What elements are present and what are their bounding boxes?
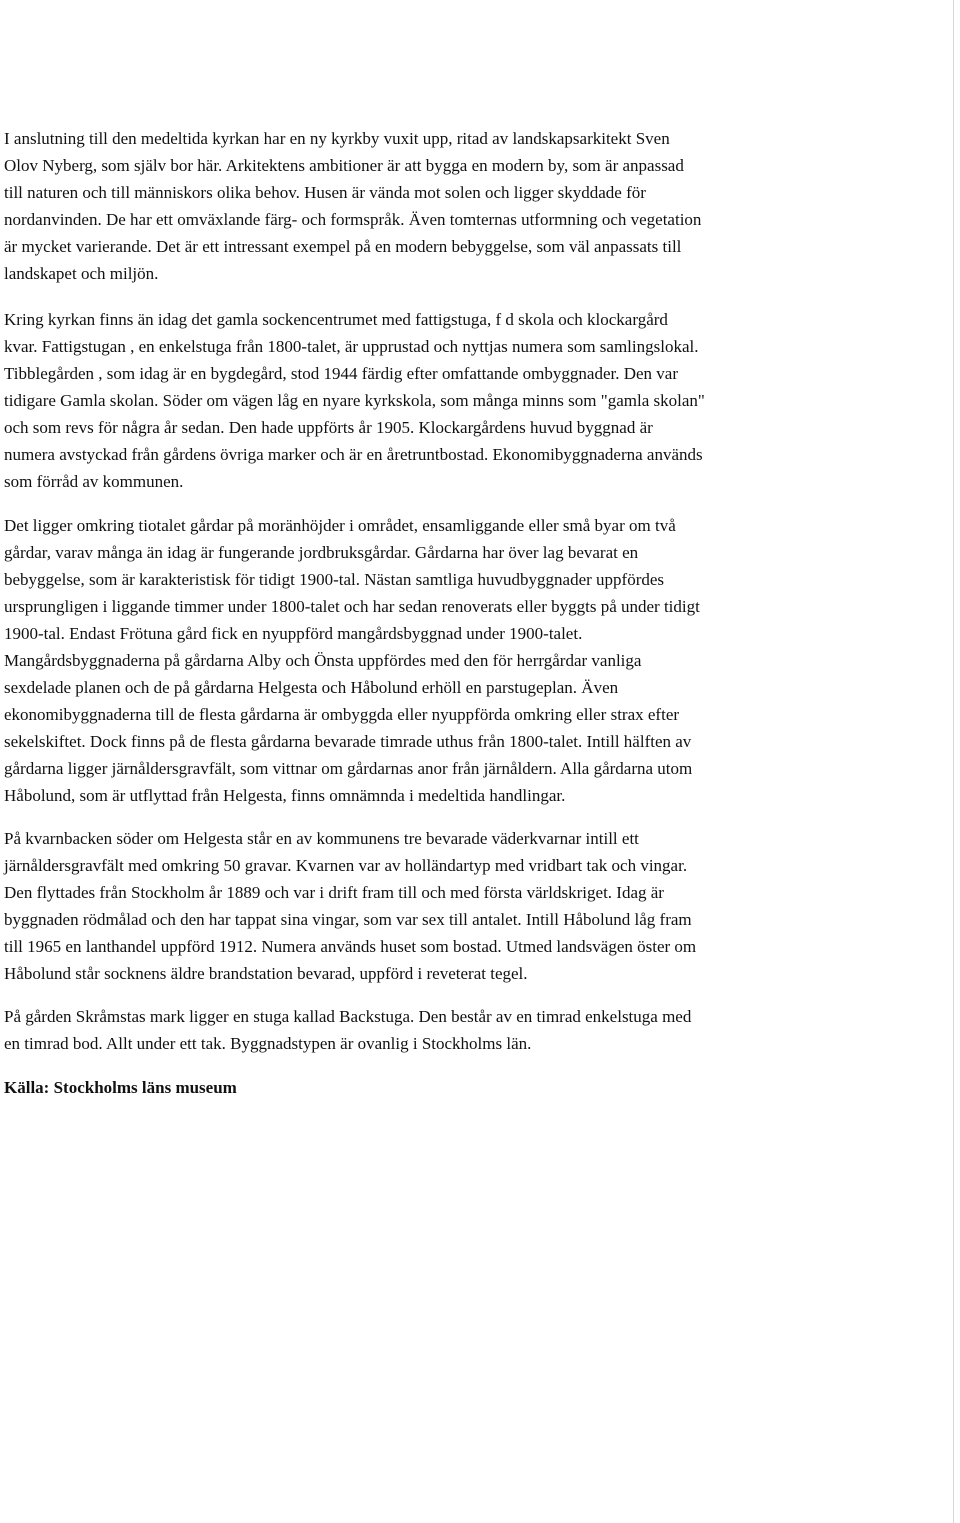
text-line: bebyggelse, som är karakteristisk för tidigt 1900-tal. Nästan samtliga huvudbyggnader uppfördes xyxy=(4,570,665,589)
paragraph-backstuga xyxy=(4,1003,844,1057)
text-line: som förråd av kommunen. xyxy=(4,472,184,491)
text-line: nordanvinden. De har ett omväxlande färg- och formspråk. Även tomternas utformning och vegetation xyxy=(4,210,702,229)
text-line: Tibblegården , som idag är en bygdegård, stod 1944 färdig efter omfattande ombyggnader. Den var xyxy=(4,364,678,383)
text-line: I anslutning till den medeltida kyrkan har en ny kyrkby vuxit upp, ritad av landskapsarkitekt Sven xyxy=(4,129,670,148)
paragraph-farms xyxy=(4,512,844,809)
text-line: 1900-tal. Endast Frötuna gård fick en nyuppförd mangårdsbyggnad under 1900-talet. xyxy=(4,624,583,643)
text-line: På kvarnbacken söder om Helgesta står en av kommunens tre bevarade väderkvarnar intill ett xyxy=(4,829,639,848)
text-line: ekonomibyggnaderna till de flesta gårdarna är ombyggda eller nyuppförda omkring eller strax efter xyxy=(4,705,680,724)
text-line: gårdarna ligger järnåldersgravfält, som vittnar om gårdarnas anor från järnåldern. Alla gårdarna utom xyxy=(4,759,693,778)
text-line: Håbolund står socknens äldre brandstation bevarad, uppförd i reveterat tegel. xyxy=(4,964,528,983)
text-line: numera avstyckad från gårdens övriga marker och är en åretruntbostad. Ekonomibyggnaderna används xyxy=(4,445,703,464)
text-line: Kring kyrkan finns än idag det gamla sockencentrumet med fattigstuga, f d skola och klockargård xyxy=(4,310,668,329)
text-line: kvar. Fattigstugan , en enkelstuga från 1800-talet, är upprustad och nyttjas numera som samlingslokal. xyxy=(4,337,699,356)
text-line: Det ligger omkring tiotalet gårdar på moränhöjder i området, ensamliggande eller små byar om två xyxy=(4,516,676,535)
text-line: gårdar, varav många än idag är fungerande jordbruksgårdar. Gårdarna har över lag bevarat en xyxy=(4,543,639,562)
text-line: och som revs för några år sedan. Den hade uppförts år 1905. Klockargårdens huvud byggnad är xyxy=(4,418,653,437)
text-line: till naturen och till människors olika behov. Husen är vända mot solen och ligger skyddade för xyxy=(4,183,646,202)
text-line: en timrad bod. Allt under ett tak. Byggnadstypen är ovanlig i Stockholms län. xyxy=(4,1034,532,1053)
text-line: Olov Nyberg, som själv bor här. Arkitektens ambitioner är att bygga en modern by, som är anpassad xyxy=(4,156,684,175)
text-line: ursprungligen i liggande timmer under 1800-talet och har sedan renoverats eller byggts på under tidigt xyxy=(4,597,700,616)
page-edge-divider xyxy=(953,0,954,1523)
text-line: byggnaden rödmålad och den har tappat sina vingar, som var sex till antalet. Intill Håbolund låg fram xyxy=(4,910,692,929)
text-line: sekelskiftet. Dock finns på de flesta gårdarna bevarade timrade uthus från 1800-talet. Intill hälften av xyxy=(4,732,692,751)
text-line: Håbolund, som är utflyttad från Helgesta, finns omnämnda i medeltida handlingar. xyxy=(4,786,566,805)
text-line: På gården Skråmstas mark ligger en stuga kallad Backstuga. Den består av en timrad enkelstuga med xyxy=(4,1007,692,1026)
text-line: är mycket varierande. Det är ett intressant exempel på en modern bebyggelse, som väl anpassats till xyxy=(4,237,682,256)
text-line: Mangårdsbyggnaderna på gårdarna Alby och Önsta uppfördes med den för herrgårdar vanliga xyxy=(4,651,642,670)
text-line: landskapet och miljön. xyxy=(4,264,159,283)
paragraph-new-church-village xyxy=(4,125,844,287)
paragraph-parish-centre xyxy=(4,306,844,495)
text-line: tidigare Gamla skolan. Söder om vägen låg en nyare kyrkskola, som många minns som "gamla skolan" xyxy=(4,391,705,410)
paragraph-windmill xyxy=(4,825,844,987)
text-line: sexdelade planen och de på gårdarna Helgesta och Håbolund erhöll en parstugeplan. Även xyxy=(4,678,619,697)
text-line: järnåldersgravfält med omkring 50 gravar. Kvarnen var av holländartyp med vridbart tak och vingar. xyxy=(4,856,688,875)
text-line: Den flyttades från Stockholm år 1889 och var i drift fram till och med första världskriget. Idag är xyxy=(4,883,664,902)
text-line: till 1965 en lanthandel uppförd 1912. Numera används huset som bostad. Utmed landsvägen öster om xyxy=(4,937,697,956)
source-credit: Källa: Stockholms läns museum xyxy=(4,1078,237,1097)
